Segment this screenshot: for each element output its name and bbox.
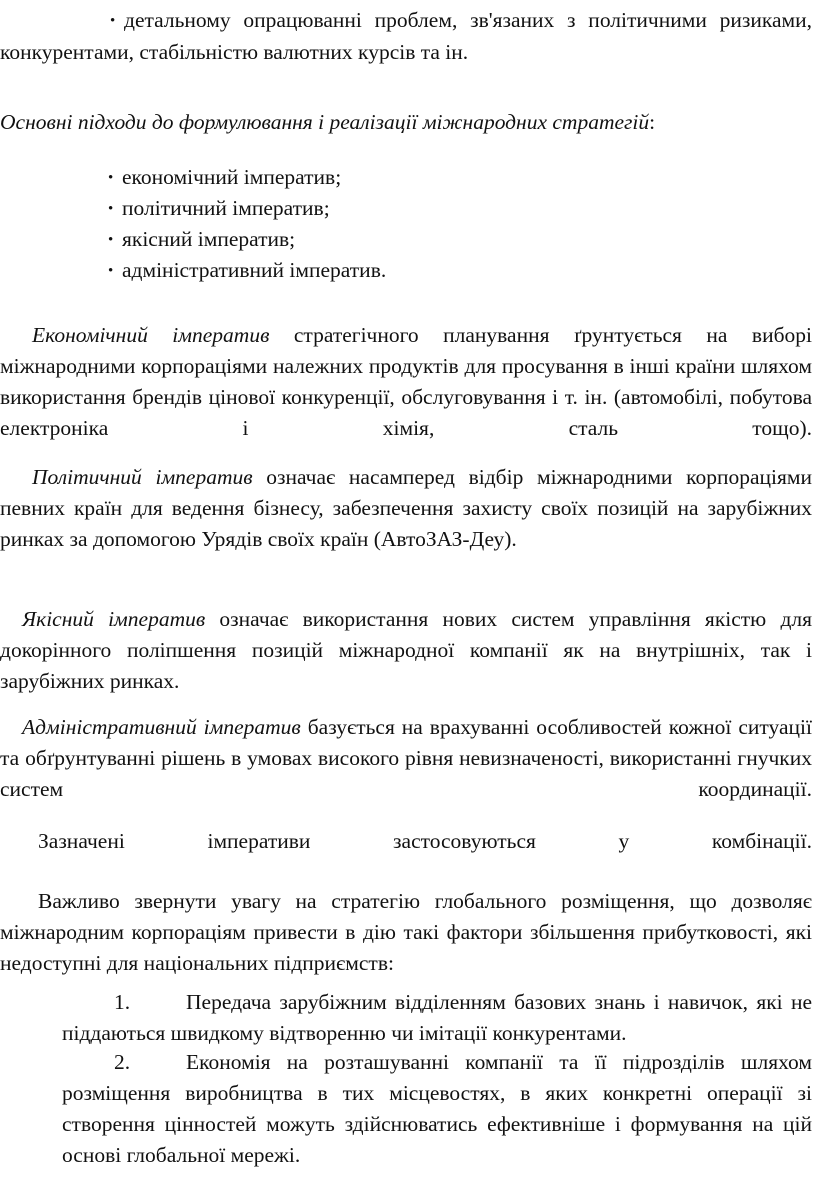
list-item-label: політичний імператив; [122,196,330,220]
paragraph-text: стратегічного планування ґрунтується на виборі міжнародними корпораціями належних продуктів для просування в інші країни шляхом використання брендів цінової конкуренції, обслуговування і т. ін. (автомобілі, побутова електроніка і хімія, сталь тощо). [0,323,812,440]
imperatives-list [108,162,386,286]
section-heading-suffix: : [649,110,656,134]
paragraph-lead: Адміністративний імператив [22,715,301,739]
paragraph-global-placement [0,886,812,979]
paragraph-economic [0,320,812,444]
list-item-text: Економія на розташуванні компанії та її підрозділів шляхом розміщення виробництва в тих місцевостях, в яких конкретні операції зі створення цінностей можуть здійснюватись ефективніше і формування на цій основі глобальної мережі. [62,1050,812,1167]
section-heading [0,107,812,138]
numbered-list-item [62,1047,812,1171]
list-number: 1. [114,990,131,1014]
list-item-label: якісний імператив; [122,227,296,251]
bullet-icon: • [108,170,114,186]
bullet-icon: • [108,232,114,248]
list-item-label: адміністративний імператив. [122,258,387,282]
list-item-label: економічний імператив; [122,165,342,189]
bullet-icon: • [110,13,116,29]
list-number: 2. [114,1050,131,1074]
bullet-icon: • [108,263,114,279]
paragraph-political [0,462,812,555]
paragraph-text: Важливо звернути увагу на стратегію глобального розміщення, що дозволяє міжнародним корпораціям привести в дію такі фактори збільшення прибутковості, які недоступні для національних підприємств: [0,889,812,975]
intro-bullet-text: детальному опрацюванні проблем, зв'язаних з політичними ризиками, конкурентами, стабільністю валютних курсів та ін. [0,8,812,64]
paragraph-text: Зазначені імперативи застосовуються у комбінації. [38,829,812,853]
list-item [108,162,386,193]
paragraph-quality [0,604,812,697]
paragraph-text: означає насамперед відбір міжнародними корпораціями певних країн для ведення бізнесу, забезпечення захисту своїх позицій на зарубіжних ринках за допомогою Урядів своїх країн (АвтоЗАЗ-Деу). [0,465,812,551]
list-item [108,193,386,224]
list-item [108,255,386,286]
list-item [108,224,386,255]
numbered-list-item [62,987,812,1049]
section-heading-text: Основні підходи до формулювання і реалізації міжнародних стратегій [0,110,650,134]
paragraph-lead: Якісний імператив [22,607,206,631]
list-item-text: Передача зарубіжним відділенням базових знань і навичок, які не піддаються швидкому відтворенню чи імітації конкурентами. [62,990,812,1045]
intro-bullet-item [0,5,812,68]
paragraph-combination [0,826,812,857]
paragraph-administrative [0,712,812,805]
paragraph-lead: Політичний імператив [32,465,253,489]
paragraph-text: базується на врахуванні особливостей кожної ситуації та обґрунтуванні рішень в умовах високого рівня невизначеності, використанні гнучких систем координації. [0,715,812,801]
paragraph-lead: Економічний імператив [32,323,270,347]
bullet-icon: • [108,201,114,217]
paragraph-text: означає використання нових систем управління якістю для докорінного поліпшення позицій міжнародної компанії як на внутрішніх, так і зарубіжних ринках. [0,607,812,693]
